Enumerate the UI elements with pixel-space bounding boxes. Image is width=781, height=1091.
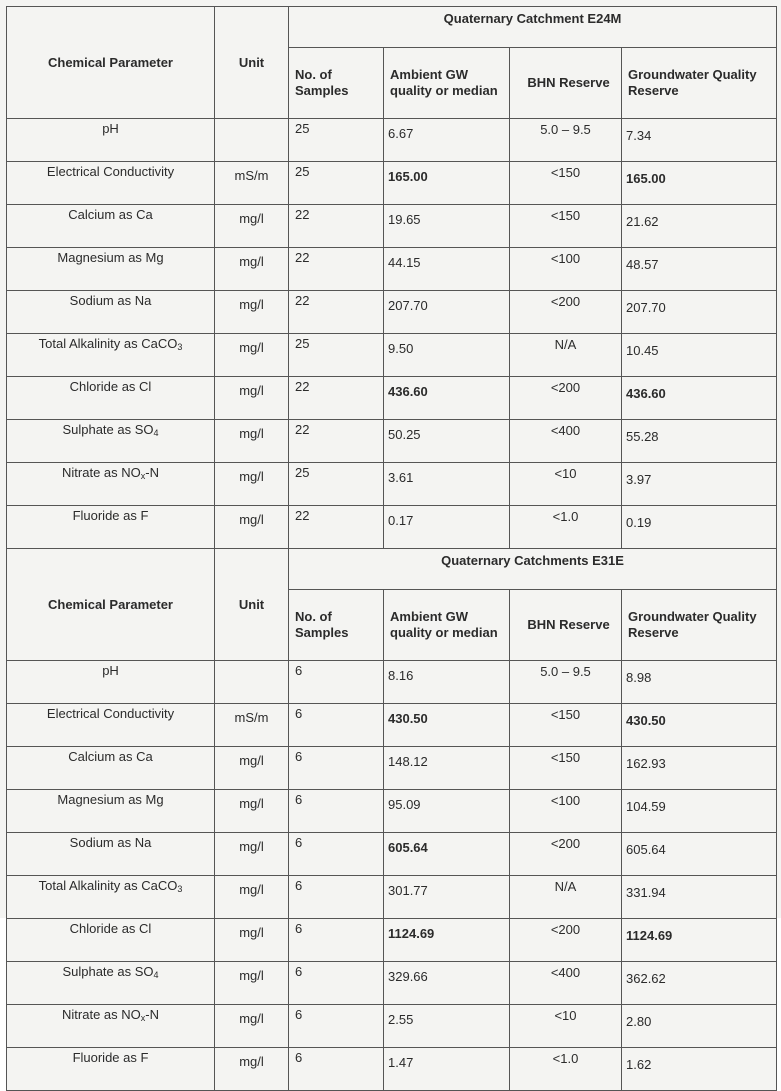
gwr-value: 436.60: [626, 386, 666, 401]
cell-bhn-reserve: [510, 205, 622, 248]
cell-ambient: [384, 919, 510, 962]
bhn-value: <200: [550, 836, 581, 851]
unit-value: mg/l: [239, 512, 264, 527]
header-unit-label: Unit: [238, 597, 265, 612]
header-bhn-reserve: [510, 48, 622, 119]
bhn-value: <150: [550, 208, 581, 223]
samples-value: 6: [295, 878, 303, 893]
samples-value: 6: [295, 663, 303, 678]
gwr-value: 7.34: [626, 128, 652, 143]
table-row: [7, 962, 777, 1005]
cell-samples: [289, 790, 384, 833]
ambient-value: 3.61: [388, 470, 414, 485]
gwr-value: 430.50: [626, 713, 666, 728]
cell-ambient: [384, 704, 510, 747]
bhn-value: <400: [550, 965, 581, 980]
cell-ambient: [384, 119, 510, 162]
table-row: [7, 1005, 777, 1048]
cell-ambient: [384, 334, 510, 377]
cell-bhn-reserve: [510, 1005, 622, 1048]
parameter-subscript: 4: [153, 970, 159, 980]
bhn-value: <200: [550, 922, 581, 937]
header-unit: [215, 7, 289, 119]
table-row: [7, 463, 777, 506]
cell-samples: [289, 420, 384, 463]
samples-value: 6: [295, 749, 303, 764]
cell-gw-quality-reserve: [622, 661, 777, 704]
cell-gw-quality-reserve: [622, 119, 777, 162]
samples-value: 6: [295, 1007, 303, 1022]
ambient-value: 301.77: [388, 883, 428, 898]
table-row: [7, 704, 777, 747]
bhn-value: <150: [550, 750, 581, 765]
cell-unit: [215, 334, 289, 377]
ambient-value: 19.65: [388, 212, 421, 227]
cell-bhn-reserve: [510, 661, 622, 704]
cell-parameter: [7, 704, 215, 747]
catchment-title: [289, 7, 777, 48]
cell-ambient: [384, 420, 510, 463]
ambient-value: 44.15: [388, 255, 421, 270]
unit-value: mg/l: [239, 968, 264, 983]
samples-value: 25: [295, 465, 310, 480]
samples-value: 6: [295, 921, 303, 936]
ambient-value: 165.00: [388, 169, 428, 184]
parameter-subscript: 3: [177, 884, 183, 894]
catchment-title-label: Quaternary Catchments E31E: [441, 553, 624, 568]
samples-value: 22: [295, 508, 310, 523]
cell-ambient: [384, 248, 510, 291]
ambient-value: 6.67: [388, 126, 414, 141]
samples-value: 6: [295, 964, 303, 979]
catchment-title-label: Quaternary Catchment E24M: [443, 11, 622, 26]
cell-samples: [289, 919, 384, 962]
unit-value: mg/l: [239, 469, 264, 484]
samples-value: 25: [295, 336, 310, 351]
unit-value: mg/l: [239, 839, 264, 854]
parameter-name: Fluoride as F: [72, 508, 149, 523]
cell-bhn-reserve: [510, 506, 622, 549]
parameter-name: Magnesium as Mg: [57, 250, 164, 265]
bhn-value: N/A: [554, 337, 577, 352]
ambient-value: 148.12: [388, 754, 428, 769]
samples-value: 6: [295, 792, 303, 807]
cell-samples: [289, 162, 384, 205]
ambient-value: 436.60: [388, 384, 428, 399]
table-row: [7, 119, 777, 162]
unit-value: mg/l: [239, 340, 264, 355]
cell-unit: [215, 919, 289, 962]
bhn-value: <400: [550, 423, 581, 438]
cell-gw-quality-reserve: [622, 1005, 777, 1048]
cell-parameter: [7, 919, 215, 962]
cell-parameter: [7, 162, 215, 205]
cell-gw-quality-reserve: [622, 506, 777, 549]
gwr-value: 8.98: [626, 670, 652, 685]
bhn-value: N/A: [554, 879, 577, 894]
cell-bhn-reserve: [510, 919, 622, 962]
cell-gw-quality-reserve: [622, 1048, 777, 1091]
unit-value: mg/l: [239, 1054, 264, 1069]
cell-ambient: [384, 661, 510, 704]
cell-gw-quality-reserve: [622, 291, 777, 334]
table-row: [7, 162, 777, 205]
ambient-value: 329.66: [388, 969, 428, 984]
gwr-value: 2.80: [626, 1014, 652, 1029]
cell-bhn-reserve: [510, 962, 622, 1005]
cell-samples: [289, 334, 384, 377]
header-chemical-parameter-label: Chemical Parameter: [47, 597, 173, 612]
gwr-value: 331.94: [626, 885, 666, 900]
unit-value: mg/l: [239, 211, 264, 226]
table-row: [7, 833, 777, 876]
cell-samples: [289, 1005, 384, 1048]
table-row: [7, 291, 777, 334]
parameter-name: Chloride as Cl: [69, 379, 152, 394]
cell-samples: [289, 1048, 384, 1091]
table-row: [7, 205, 777, 248]
cell-parameter: [7, 205, 215, 248]
table-row: [7, 919, 777, 962]
cell-ambient: [384, 162, 510, 205]
parameter-name: pH: [102, 663, 119, 678]
parameter-name: Nitrate as NO: [62, 1007, 141, 1022]
samples-value: 6: [295, 1050, 303, 1065]
cell-bhn-reserve: [510, 334, 622, 377]
header-bhn-reserve-label: BHN Reserve: [527, 75, 610, 90]
gwr-value: 3.97: [626, 472, 652, 487]
gwr-value: 1124.69: [626, 928, 673, 943]
cell-samples: [289, 377, 384, 420]
cell-unit: [215, 162, 289, 205]
unit-value: mg/l: [239, 426, 264, 441]
table-row: [7, 420, 777, 463]
parameter-name: Total Alkalinity as CaCO: [38, 336, 178, 351]
samples-value: 25: [295, 121, 310, 136]
gwr-value: 1.62: [626, 1057, 652, 1072]
samples-value: 22: [295, 379, 310, 394]
unit-value: mg/l: [239, 796, 264, 811]
catchment-title: [289, 549, 777, 590]
table-row: [7, 1048, 777, 1091]
bhn-value: <1.0: [552, 1051, 579, 1066]
parameter-name: Chloride as Cl: [69, 921, 152, 936]
section-header-row: [7, 549, 777, 590]
header-gw-quality-reserve-label: Groundwater Quality Reserve: [628, 67, 757, 98]
cell-bhn-reserve: [510, 420, 622, 463]
cell-gw-quality-reserve: [622, 790, 777, 833]
samples-value: 22: [295, 422, 310, 437]
cell-ambient: [384, 833, 510, 876]
parameter-name: Sulphate as SO: [62, 422, 154, 437]
header-ambient-gw-label: Ambient GW quality or median: [390, 67, 498, 98]
header-no-of-samples-label: No. of Samples: [295, 67, 349, 98]
parameter-name: Magnesium as Mg: [57, 792, 164, 807]
cell-parameter: [7, 962, 215, 1005]
cell-parameter: [7, 1048, 215, 1091]
cell-parameter: [7, 876, 215, 919]
ambient-value: 1124.69: [388, 926, 435, 941]
header-unit-label: Unit: [238, 55, 265, 70]
cell-ambient: [384, 747, 510, 790]
parameter-name: pH: [102, 121, 119, 136]
cell-samples: [289, 506, 384, 549]
cell-ambient: [384, 1005, 510, 1048]
parameter-suffix: -N: [145, 465, 159, 480]
cell-gw-quality-reserve: [622, 463, 777, 506]
gwr-value: 21.62: [626, 214, 659, 229]
cell-parameter: [7, 334, 215, 377]
ambient-value: 207.70: [388, 298, 428, 313]
parameter-subscript: 3: [177, 342, 183, 352]
parameter-name: Electrical Conductivity: [46, 706, 175, 721]
gwr-value: 207.70: [626, 300, 666, 315]
cell-parameter: [7, 377, 215, 420]
bhn-value: <1.0: [552, 509, 579, 524]
bhn-value: <10: [554, 466, 577, 481]
ambient-value: 2.55: [388, 1012, 414, 1027]
cell-samples: [289, 291, 384, 334]
gwr-value: 48.57: [626, 257, 659, 272]
unit-value: mg/l: [239, 925, 264, 940]
cell-gw-quality-reserve: [622, 962, 777, 1005]
unit-value: mg/l: [239, 254, 264, 269]
gwr-value: 605.64: [626, 842, 666, 857]
cell-bhn-reserve: [510, 463, 622, 506]
header-chemical-parameter: [7, 549, 215, 661]
cell-ambient: [384, 1048, 510, 1091]
header-bhn-reserve: [510, 590, 622, 661]
cell-samples: [289, 876, 384, 919]
parameter-subscript: x: [140, 1013, 146, 1023]
table-row: [7, 747, 777, 790]
gwr-value: 162.93: [626, 756, 666, 771]
parameter-name: Sulphate as SO: [62, 964, 154, 979]
cell-ambient: [384, 962, 510, 1005]
ambient-value: 8.16: [388, 668, 414, 683]
cell-unit: [215, 747, 289, 790]
parameter-name: Nitrate as NO: [62, 465, 141, 480]
cell-parameter: [7, 1005, 215, 1048]
header-no-of-samples-label: No. of Samples: [295, 609, 349, 640]
cell-parameter: [7, 833, 215, 876]
samples-value: 22: [295, 293, 310, 308]
table-row: [7, 876, 777, 919]
unit-value: mg/l: [239, 753, 264, 768]
header-ambient-gw: [384, 48, 510, 119]
cell-unit: [215, 833, 289, 876]
cell-ambient: [384, 291, 510, 334]
cell-gw-quality-reserve: [622, 248, 777, 291]
cell-parameter: [7, 661, 215, 704]
cell-ambient: [384, 790, 510, 833]
cell-samples: [289, 119, 384, 162]
cell-bhn-reserve: [510, 291, 622, 334]
bhn-value: <150: [550, 165, 581, 180]
bhn-value: <100: [550, 793, 581, 808]
cell-unit: [215, 962, 289, 1005]
bhn-value: <200: [550, 380, 581, 395]
cell-bhn-reserve: [510, 162, 622, 205]
cell-unit: [215, 704, 289, 747]
cell-gw-quality-reserve: [622, 747, 777, 790]
header-unit: [215, 549, 289, 661]
ambient-value: 430.50: [388, 711, 428, 726]
header-ambient-gw: [384, 590, 510, 661]
bhn-value: 5.0 – 9.5: [540, 122, 591, 137]
cell-gw-quality-reserve: [622, 833, 777, 876]
samples-value: 22: [295, 207, 310, 222]
gwr-value: 55.28: [626, 429, 659, 444]
bhn-value: <200: [550, 294, 581, 309]
cell-unit: [215, 790, 289, 833]
cell-unit: [215, 463, 289, 506]
unit-value: mg/l: [239, 1011, 264, 1026]
parameter-suffix: -N: [145, 1007, 159, 1022]
cell-bhn-reserve: [510, 248, 622, 291]
cell-samples: [289, 962, 384, 1005]
bhn-value: 5.0 – 9.5: [540, 664, 591, 679]
ambient-value: 95.09: [388, 797, 421, 812]
table-body: [7, 7, 777, 1091]
cell-parameter: [7, 747, 215, 790]
parameter-name: Calcium as Ca: [68, 749, 153, 764]
table-row: [7, 334, 777, 377]
samples-value: 25: [295, 164, 310, 179]
gwr-value: 10.45: [626, 343, 659, 358]
cell-unit: [215, 205, 289, 248]
table-row: [7, 377, 777, 420]
cell-parameter: [7, 420, 215, 463]
bhn-value: <150: [550, 707, 581, 722]
cell-unit: [215, 506, 289, 549]
parameter-name: Sodium as Na: [69, 293, 152, 308]
cell-unit: [215, 1048, 289, 1091]
cell-gw-quality-reserve: [622, 162, 777, 205]
cell-parameter: [7, 119, 215, 162]
ambient-value: 1.47: [388, 1055, 414, 1070]
parameter-name: Electrical Conductivity: [46, 164, 175, 179]
unit-value: mg/l: [239, 297, 264, 312]
table-row: [7, 790, 777, 833]
parameter-name: Fluoride as F: [72, 1050, 149, 1065]
parameter-name: Sodium as Na: [69, 835, 152, 850]
parameter-subscript: 4: [153, 428, 159, 438]
cell-gw-quality-reserve: [622, 334, 777, 377]
cell-unit: [215, 876, 289, 919]
ambient-value: 9.50: [388, 341, 414, 356]
table-row: [7, 248, 777, 291]
cell-samples: [289, 704, 384, 747]
cell-bhn-reserve: [510, 377, 622, 420]
cell-samples: [289, 205, 384, 248]
samples-value: 22: [295, 250, 310, 265]
cell-unit: [215, 420, 289, 463]
cell-unit: [215, 119, 289, 162]
bhn-value: <100: [550, 251, 581, 266]
gwr-value: 362.62: [626, 971, 666, 986]
ambient-value: 0.17: [388, 513, 414, 528]
cell-gw-quality-reserve: [622, 205, 777, 248]
section-header-row: [7, 7, 777, 48]
cell-unit: [215, 661, 289, 704]
header-gw-quality-reserve: [622, 590, 777, 661]
cell-parameter: [7, 506, 215, 549]
header-no-of-samples: [289, 590, 384, 661]
cell-samples: [289, 463, 384, 506]
gwr-value: 104.59: [626, 799, 666, 814]
cell-ambient: [384, 876, 510, 919]
cell-bhn-reserve: [510, 119, 622, 162]
cell-ambient: [384, 463, 510, 506]
parameter-name: Total Alkalinity as CaCO: [38, 878, 178, 893]
cell-bhn-reserve: [510, 833, 622, 876]
ambient-value: 50.25: [388, 427, 421, 442]
header-gw-quality-reserve-label: Groundwater Quality Reserve: [628, 609, 757, 640]
cell-unit: [215, 248, 289, 291]
cell-bhn-reserve: [510, 747, 622, 790]
table-row: [7, 506, 777, 549]
cell-parameter: [7, 248, 215, 291]
cell-ambient: [384, 377, 510, 420]
cell-bhn-reserve: [510, 876, 622, 919]
cell-parameter: [7, 291, 215, 334]
cell-gw-quality-reserve: [622, 876, 777, 919]
unit-value: mS/m: [234, 710, 269, 725]
cell-gw-quality-reserve: [622, 377, 777, 420]
cell-parameter: [7, 790, 215, 833]
header-bhn-reserve-label: BHN Reserve: [527, 617, 610, 632]
table-row: [7, 661, 777, 704]
cell-gw-quality-reserve: [622, 704, 777, 747]
water-quality-table: [6, 6, 777, 1091]
header-gw-quality-reserve: [622, 48, 777, 119]
header-no-of-samples: [289, 48, 384, 119]
cell-bhn-reserve: [510, 790, 622, 833]
cell-samples: [289, 661, 384, 704]
cell-ambient: [384, 205, 510, 248]
bhn-value: <10: [554, 1008, 577, 1023]
cell-unit: [215, 1005, 289, 1048]
ambient-value: 605.64: [388, 840, 428, 855]
unit-value: mg/l: [239, 383, 264, 398]
cell-samples: [289, 248, 384, 291]
header-chemical-parameter-label: Chemical Parameter: [47, 55, 173, 70]
samples-value: 6: [295, 835, 303, 850]
cell-gw-quality-reserve: [622, 420, 777, 463]
cell-samples: [289, 833, 384, 876]
parameter-subscript: x: [140, 471, 146, 481]
unit-value: mg/l: [239, 882, 264, 897]
cell-parameter: [7, 463, 215, 506]
parameter-name: Calcium as Ca: [68, 207, 153, 222]
cell-gw-quality-reserve: [622, 919, 777, 962]
cell-bhn-reserve: [510, 1048, 622, 1091]
cell-unit: [215, 291, 289, 334]
gwr-value: 165.00: [626, 171, 666, 186]
header-ambient-gw-label: Ambient GW quality or median: [390, 609, 498, 640]
cell-bhn-reserve: [510, 704, 622, 747]
cell-samples: [289, 747, 384, 790]
cell-unit: [215, 377, 289, 420]
cell-ambient: [384, 506, 510, 549]
unit-value: mS/m: [234, 168, 269, 183]
samples-value: 6: [295, 706, 303, 721]
gwr-value: 0.19: [626, 515, 652, 530]
header-chemical-parameter: [7, 7, 215, 119]
